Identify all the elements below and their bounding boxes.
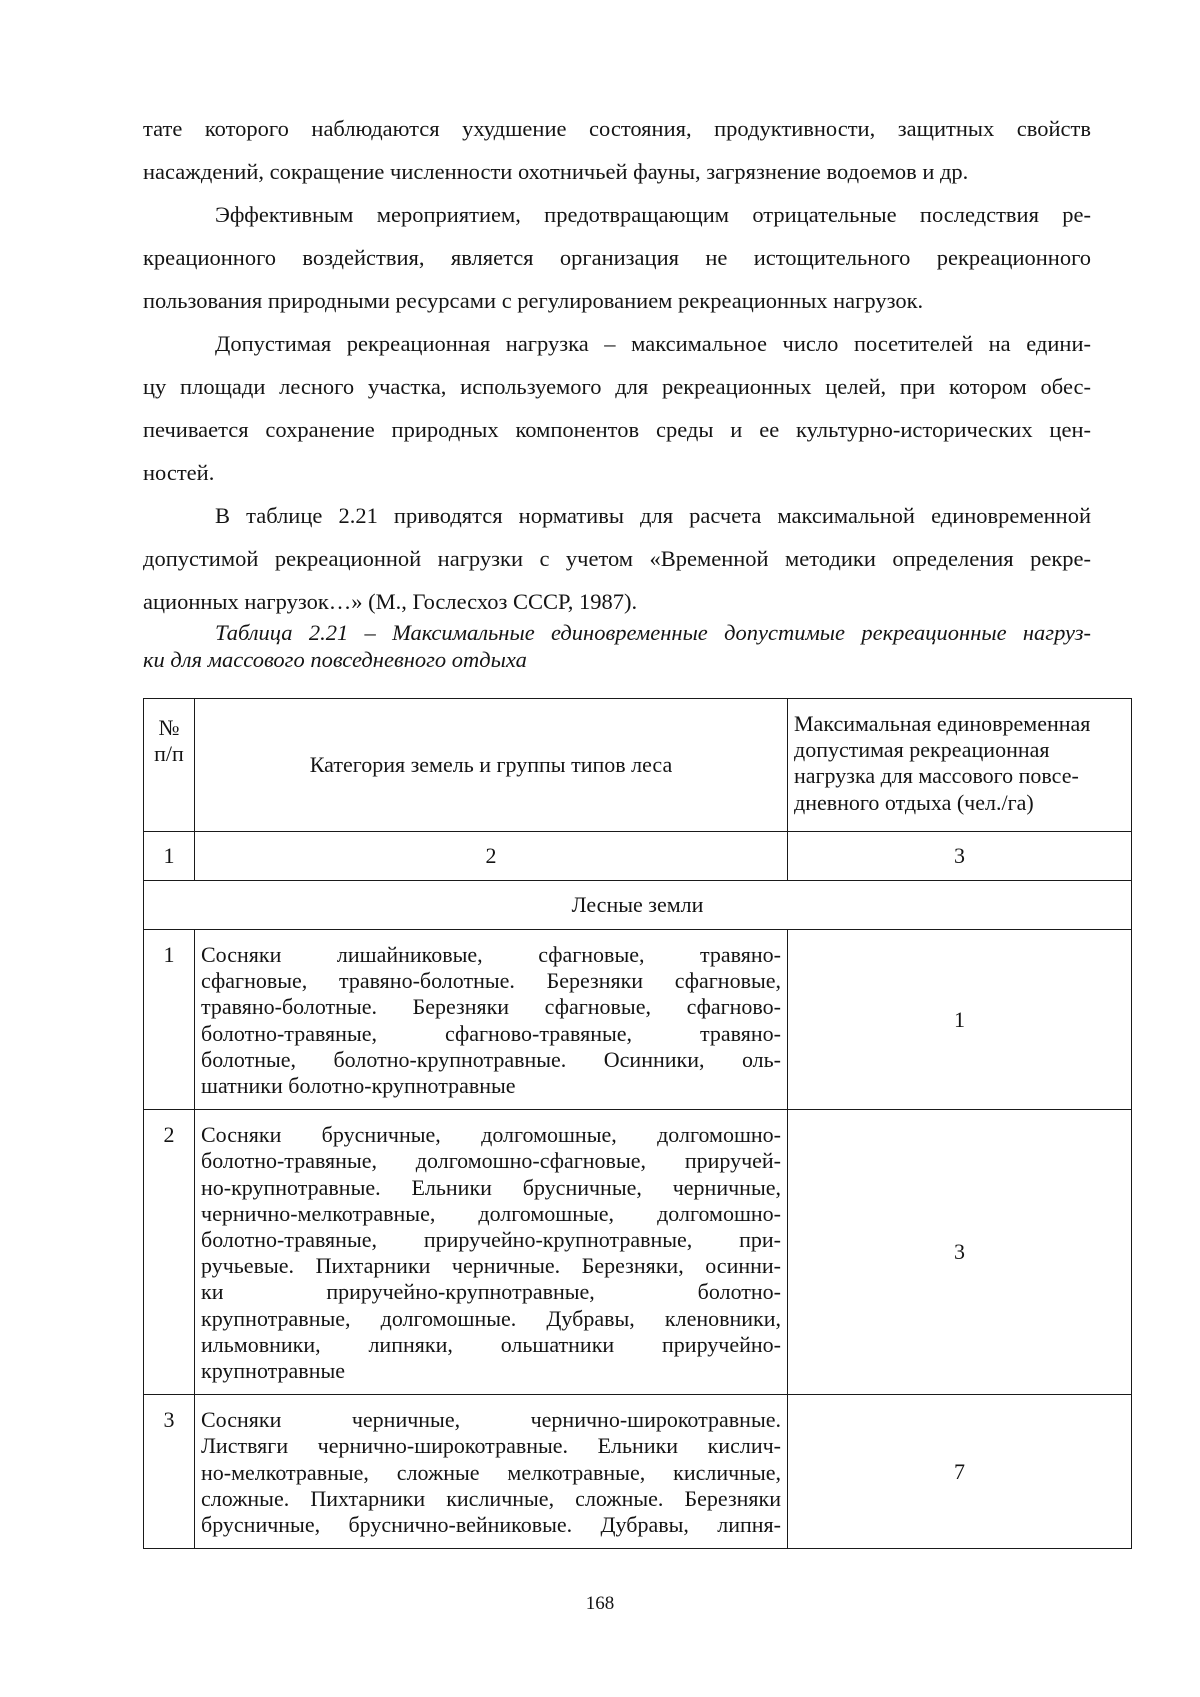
row-text-line: ки приручейно-крупнотравные, болотно- (201, 1279, 781, 1305)
header-category: Категория земель и группы типов леса (195, 699, 788, 832)
row-text-line: Сосняки брусничные, долгомошные, долгомошно- (201, 1122, 781, 1148)
row-text-line: болотные, болотно-крупнотравные. Осинники, оль- (201, 1046, 781, 1072)
text-line: допустимой рекреационной нагрузки с учетом «Временной методики определения рекре- (143, 546, 1091, 571)
text-line: печивается сохранение природных компонентов среды и ее культурно-исторических цен- (143, 417, 1091, 442)
row-forest-types (195, 930, 788, 1110)
row-text-line: болотно-травяные, сфагново-травяные, травяно- (201, 1020, 781, 1046)
paragraph (143, 494, 1091, 623)
paragraph (143, 193, 1091, 322)
row-text-line: болотно-травяные, приручейно-крупнотравные, при- (201, 1227, 781, 1253)
row-max-load: 7 (788, 1395, 1132, 1549)
row-text-line: сфагновые, травяно-болотные. Березняки сфагновые, (201, 968, 781, 994)
table-row (144, 930, 1132, 1110)
row-max-load: 3 (788, 1110, 1132, 1395)
row-text-line: болотно-травяные, долгомошно-сфагновые, приручей- (201, 1148, 781, 1174)
row-text-line: Сосняки черничные, чернично-широкотравные. (201, 1407, 781, 1433)
row-forest-types (195, 1395, 788, 1549)
row-text-line: травяно-болотные. Березняки сфагновые, сфагново- (201, 994, 781, 1020)
header-number-line: № (158, 715, 180, 740)
caption-line: Таблица 2.21 – Максимальные единовременные допустимые рекреационные нагруз- (215, 620, 1091, 645)
row-text-line: ильмовники, липняки, ольшатники приручейно- (201, 1331, 781, 1357)
row-text-line: сложные. Пихтарники кисличные, сложные. Березняки (201, 1485, 781, 1511)
row-text-line: крупнотравные (201, 1358, 346, 1384)
text-line: Эффективным мероприятием, предотвращающим отрицательные последствия ре- (215, 202, 1091, 227)
text-line: пользования природными ресурсами с регулированием рекреационных нагрузок. (143, 288, 924, 313)
page-number: 168 (585, 1593, 615, 1614)
row-text-line: Листвяги чернично-широкотравные. Ельники кислич- (201, 1433, 781, 1459)
section-row (144, 881, 1132, 930)
row-text-line: но-крупнотравные. Ельники брусничные, черничные, (201, 1174, 781, 1200)
text-line: Допустимая рекреационная нагрузка – максимальное число посетителей на едини- (215, 331, 1091, 356)
text-line: цу площади лесного участка, используемого для рекреационных целей, при котором обес- (143, 374, 1091, 399)
text-line: ационных нагрузок…» (М., Гослесхоз СССР, 1987). (143, 589, 638, 614)
column-index-3: 3 (788, 832, 1132, 881)
column-index-row (144, 832, 1132, 881)
row-forest-types (195, 1110, 788, 1395)
header-load-line: дневного отдыха (чел./га) (794, 789, 1034, 815)
row-text-line: шатники болотно-крупнотравные (201, 1073, 516, 1099)
row-text-line: крупнотравные, долгомошные. Дубравы, кленовники, (201, 1305, 781, 1331)
paragraph (143, 107, 1091, 193)
row-number: 3 (144, 1395, 195, 1549)
header-max-load (788, 699, 1132, 832)
row-max-load: 1 (788, 930, 1132, 1110)
column-index-1: 1 (144, 832, 195, 881)
row-text-line: Сосняки лишайниковые, сфагновые, травяно- (201, 942, 781, 967)
row-number: 2 (144, 1110, 195, 1395)
column-index-2: 2 (195, 832, 788, 881)
row-text-line: но-мелкотравные, сложные мелкотравные, кисличные, (201, 1459, 781, 1485)
caption-line: ки для массового повседневного отдыха (143, 647, 527, 672)
header-number (144, 699, 195, 832)
paragraph (143, 322, 1091, 494)
row-text-line: брусничные, бруснично-вейниковые. Дубравы, липня- (201, 1512, 781, 1538)
recreation-load-table (143, 698, 1132, 1549)
header-number-line: п/п (154, 741, 184, 767)
table-header-row (144, 699, 1132, 832)
text-line: креационного воздействия, является организация не истощительного рекреационного (143, 245, 1091, 270)
text-line: ностей. (143, 460, 215, 485)
row-text-line: чернично-мелкотравные, долгомошные, долгомошно- (201, 1200, 781, 1226)
header-load-line: Максимальная единовременная (794, 711, 1091, 736)
row-text-line: ручьевые. Пихтарники черничные. Березняки, осинни- (201, 1253, 781, 1279)
header-load-line: допустимая рекреационная (794, 737, 1050, 763)
text-line: тате которого наблюдаются ухудшение состояния, продуктивности, защитных свойств (143, 116, 1091, 141)
body-text (143, 107, 1091, 623)
table-caption (143, 619, 1091, 673)
text-line: насаждений, сокращение численности охотничьей фауны, загрязнение водоемов и др. (143, 159, 969, 184)
header-load-line: нагрузка для массового повсе- (794, 763, 1079, 789)
text-line: В таблице 2.21 приводятся нормативы для расчета максимальной единовременной (215, 503, 1091, 528)
section-title: Лесные земли (144, 881, 1132, 930)
row-number: 1 (144, 930, 195, 1110)
table-row (144, 1110, 1132, 1395)
table-row (144, 1395, 1132, 1549)
